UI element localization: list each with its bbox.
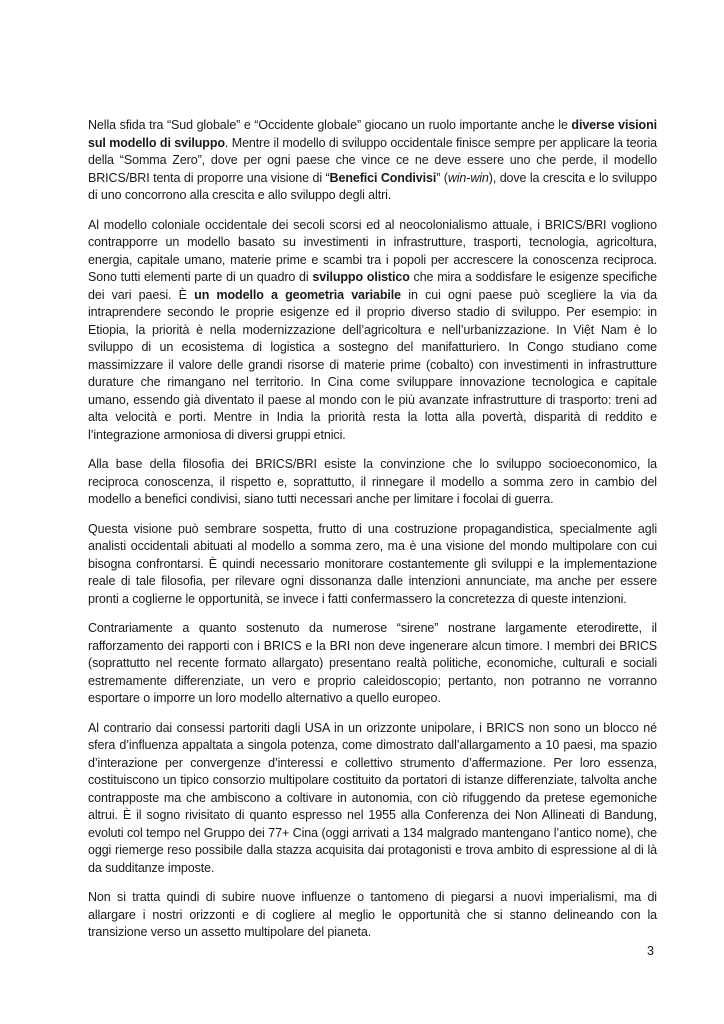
emphasis-text: sviluppo olistico bbox=[312, 270, 410, 284]
paragraph bbox=[88, 720, 657, 878]
italic-text: win-win bbox=[447, 170, 489, 185]
text-run: ” ( bbox=[436, 170, 448, 185]
text-run: Questa visione può sembrare sospetta, frutto di una costruzione propagandistica, specialmente agli analisti occidentali abituati al modello a somma zero, ma è una visione del mondo multipolare con cui bisogna confrontarsi. È quindi necessario monitorare costantemente gli sviluppi e la implementazione reale di tale filosofia, per rilevare ogni dissonanza dalle intenzioni annunciate, ma anche per essere pronti a coglierne le opportunità, se invece i fatti confermassero la concretezza di queste intenzioni. bbox=[88, 521, 657, 606]
paragraph bbox=[88, 620, 657, 708]
text-run: ), dove la crescita e lo sviluppo di uno concorrono alla crescita e allo sviluppo degli altri. bbox=[88, 170, 658, 202]
text-run: Al contrario dai consessi partoriti dagli USA in un orizzonte unipolare, i BRICS non sono un blocco né sfera d’influenza appaltata a singola potenza, come dimostrato dall’allargamento a 10 paesi, ma spazio d’interazione per convergenze d’interessi e collettivo strumento d’affermazione. Per loro essenza, costituiscono un tipico consorzio multipolare costituito da portatori di istanze differenziate, talvolta anche contrapposte ma che ambiscono a coltivare in autonomia, con ciò rifuggendo da pretese egemoniche altrui. È il sogno rivisitato di quanto espresso nel 1955 alla Conferenza dei Non Allineati di Bandung, evoluti col tempo nel Gruppo dei 77+ Cina (oggi arrivati a 134 malgrado mantengano l’antico nome), che oggi riemerge reso possibile dalla stazza acquisita dai protagonisti e trova ambito di espressione al di là da sudditanze imposte. bbox=[88, 720, 657, 875]
page-number: 3 bbox=[647, 944, 654, 958]
paragraph bbox=[88, 889, 657, 942]
paragraph bbox=[88, 521, 657, 609]
text-run: Contrariamente a quanto sostenuto da numerose “sirene” nostrane largamente eterodirette, il rafforzamento dei rapporti con i BRICS e la BRI non deve ingenerare alcun timore. I membri dei BRICS (soprattutto nel recente formato allargato) presentano realtà politiche, economiche, culturali e sociali estremamente differenziate, un vero e proprio caleidoscopio; pertanto, non potranno ne vorranno esportare o imporre un loro modello alternativo a quello europeo. bbox=[88, 621, 657, 705]
emphasis-text: un modello a geometria variabile bbox=[194, 287, 402, 302]
body-text bbox=[88, 117, 657, 954]
paragraph bbox=[88, 456, 657, 509]
text-run: Al modello coloniale occidentale dei secoli scorsi ed al neocolonialismo attuale, i BRICS/BRI vogliono contrapporre un modello basato su investimenti in infrastrutture, trasporti, tecnologia, agricoltura, energia, capitale umano, materie prime e scambi tra i popoli per accrescere la conoscenza reciproca. Sono tutti elementi parte di un quadro di bbox=[88, 217, 657, 284]
emphasis-text: diverse visioni sul modello di sviluppo bbox=[88, 118, 657, 150]
text-run: Alla base della filosofia dei BRICS/BRI esiste la convinzione che lo sviluppo socioeconomico, la reciproca conoscenza, il rispetto e, soprattutto, il rinnegare il modello a somma zero in cambio del modello a benefici condivisi, siano tutti necessari anche per limitare i focolai di guerra. bbox=[88, 457, 657, 506]
paragraph bbox=[88, 117, 657, 205]
text-run: in cui ogni paese può scegliere la via da intraprendere secondo le proprie esigenze ed il proprio diverso stadio di sviluppo. Per esempio: in Etiopia, la priorità è nella modernizzazione dell’agricoltura e nell’urbanizzazione. In Việt Nam è lo sviluppo di un ecosistema di logistica a sostegno del manifatturiero. In Congo studiano come massimizzare il valore delle grandi risorse di materie prime (cobalto) con investimenti in infrastrutture durature che rimangano nel territorio. In Cina come sviluppare innovazione tecnologica e capitale umano, essendo già diventato il paese al mondo con le più avanzate infrastrutture di trasporto: treni ad alta velocità e porti. Mentre in India la priorità resta la lotta alla povertà, disparità di reddito e l’integrazione armoniosa di diversi gruppi etnici. bbox=[88, 287, 658, 442]
text-run: . Mentre il modello di sviluppo occidentale finisce sempre per applicare la teoria della “Somma Zero”, dove per ogni paese che vince ce ne deve essere uno che perde, il modello BRICS/BRI tenta di proporre una visione di “ bbox=[88, 135, 657, 185]
text-run: che mira a soddisfare le esigenze specifiche dei vari paesi. È bbox=[88, 270, 658, 302]
emphasis-text: Benefici Condivisi bbox=[329, 170, 437, 185]
text-run: Non si tratta quindi di subire nuove influenze o tantomeno di piegarsi a nuovi imperialismi, ma di allargare i nostri orizzonti e di cogliere al meglio le opportunità che si stanno delineando con la transizione verso un assetto multipolare del pianeta. bbox=[88, 890, 657, 939]
text-run: Nella sfida tra “Sud globale” e “Occidente globale” giocano un ruolo importante anche le bbox=[88, 118, 572, 132]
paragraph bbox=[88, 217, 657, 445]
